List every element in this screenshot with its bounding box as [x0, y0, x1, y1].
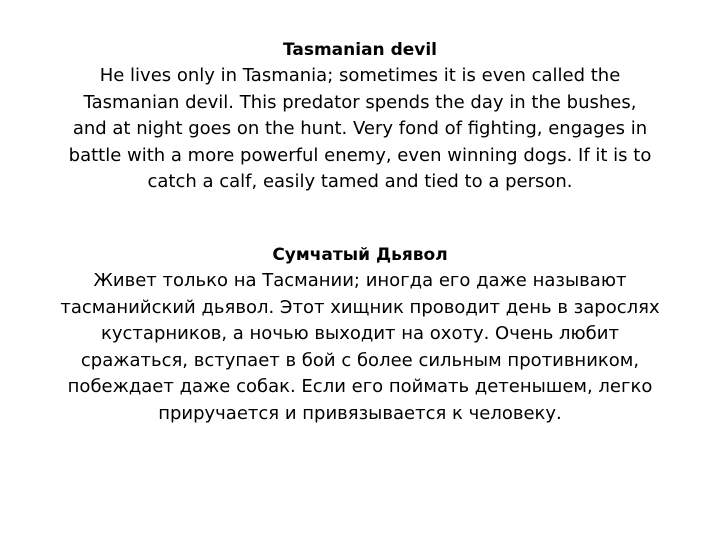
english-text-block	[30, 37, 690, 196]
russian-line-6: приручается и привязывается к человеку.	[158, 402, 562, 424]
english-line-5: catch a calf, easily tamed and tied to a person.	[147, 171, 573, 192]
russian-title: Сумчатый Дьявол	[272, 245, 448, 265]
russian-line-2: тасманийский дьявол. Этот хищник проводит день в зарослях	[60, 296, 660, 318]
russian-line-1: Живет только на Тасмании; иногда его даже называют	[93, 270, 627, 291]
english-title: Tasmanian devil	[282, 40, 438, 60]
russian-line-5: побеждает даже собак. Если его поймать детенышем, легко	[67, 376, 653, 397]
russian-line-3: кустарников, а ночью выходит на охоту. Очень любит	[101, 323, 619, 344]
english-line-4: battle with a more powerful enemy, even winning dogs. If it is to	[68, 144, 652, 166]
english-line-2: Tasmanian devil. This predator spends the day in the bushes,	[83, 91, 637, 113]
russian-text-block	[30, 242, 690, 427]
english-line-3: and at night goes on the hunt. Very fond of fighting, engages in	[72, 118, 648, 139]
english-line-1: He lives only in Tasmania; sometimes it is even called the	[99, 65, 621, 86]
russian-line-4: сражаться, вступает в бой с более сильным противником,	[80, 349, 640, 371]
